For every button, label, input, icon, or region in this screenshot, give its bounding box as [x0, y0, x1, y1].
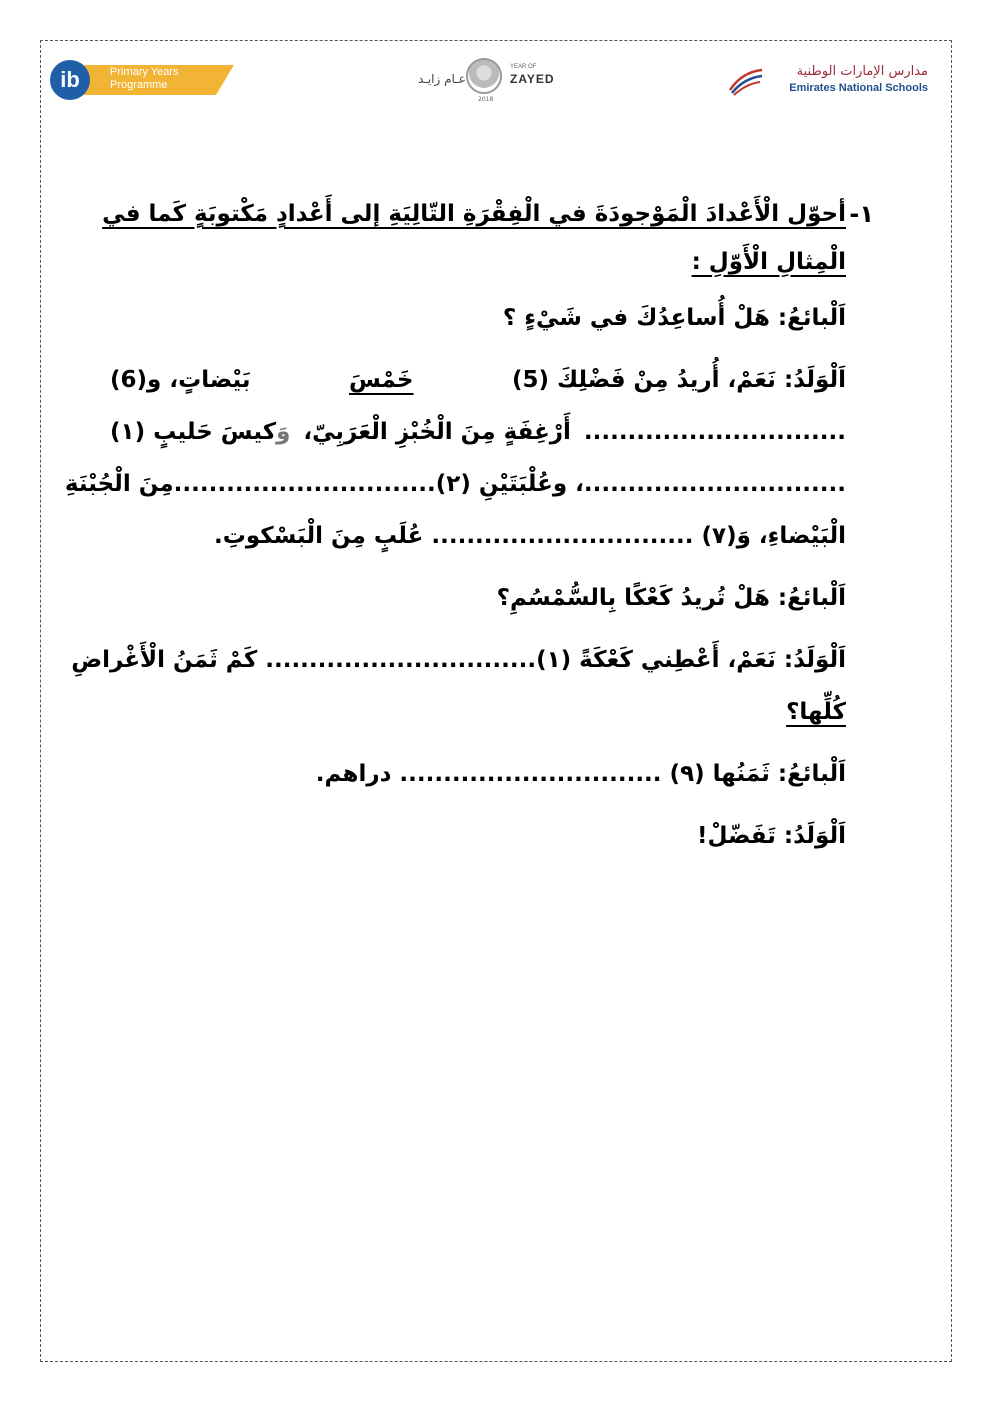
ib-logo-text	[110, 66, 178, 92]
boy-line-1-part-a: اَلْوَلَدُ: نَعَمْ، أُريدُ مِنْ فَضْلِكَ (5)	[511, 367, 846, 393]
answer-blank-6[interactable]: ..............................	[399, 761, 662, 787]
white-cheese-text: الْبَيْضاءِ، وَ(٧)	[701, 523, 846, 549]
boy-line-1-part-c: بَيْضاتٍ، و(6)	[110, 367, 251, 393]
boy-line-2-part-a: اَلْوَلَدُ: نَعَمْ، أَعْطِني كَعْكَةً (١)	[536, 647, 846, 673]
zayed-portrait-icon	[466, 58, 502, 94]
question-heading	[86, 190, 874, 286]
biscuits-text: عُلَبٍ مِنَ الْبَسْكوتِ.	[214, 523, 424, 549]
dialogue-line-6	[110, 582, 846, 614]
seller-line-3: اَلْبائعُ: ثَمَنُها (٩)	[669, 761, 846, 787]
ib-pyp-logo	[50, 60, 236, 100]
answer-blank-4[interactable]: ..............................	[431, 523, 694, 549]
dialogue-line-5	[110, 520, 846, 552]
ib-logo-line1: Primary Years	[110, 66, 179, 78]
dialogue-line-9	[110, 758, 846, 790]
header	[40, 52, 952, 108]
year-of-zayed-logo	[418, 56, 558, 104]
dialogue-line-1	[110, 302, 846, 334]
bread-text: أَرْغِفَةٍ مِنَ الْخُبْزِ الْعَرَبِيّ،	[303, 419, 571, 445]
boy-line-2-end: كُلِّها؟	[786, 699, 846, 725]
answer-blank-1[interactable]: ..............................	[583, 419, 846, 445]
zayed-year: 2018	[478, 96, 494, 103]
milk-phrase: كيسَ حَليبٍ (١)	[110, 419, 277, 445]
dialogue-line-3	[110, 416, 846, 448]
boy-line-3: اَلْوَلَدُ: تَفَضّلْ!	[697, 823, 846, 849]
question-text: أحوّل الْأَعْدادَ الْمَوْجودَةَ في الْفِقْرَةِ التّالِيَةِ إلى أَعْدادٍ مَكْتوبَةٍ كَما في الْمِثالِ الْأَوّلِ :	[102, 201, 846, 275]
dialogue-line-7	[71, 644, 846, 676]
school-name-arabic: مدارس الإمارات الوطنية	[796, 64, 928, 79]
answer-blank-3[interactable]: ..............................	[173, 471, 436, 497]
dialogue-line-2	[110, 364, 846, 396]
ens-swoosh-icon	[728, 66, 764, 96]
answer-blank-2[interactable]: ..............................	[583, 471, 846, 497]
zayed-year-of: YEAR OF	[510, 64, 537, 70]
seller-line-1: اَلْبائعُ: هَلْ أُساعِدُكَ في شَيْءٍ ؟	[502, 305, 846, 331]
emirates-national-schools-logo	[728, 60, 928, 102]
cheese-text: مِنَ الْجُبْنَةِ	[64, 471, 174, 497]
zayed-english-text: ZAYED	[510, 72, 555, 86]
dialogue-line-10	[110, 820, 846, 852]
currency-text: دراهم.	[315, 761, 392, 787]
ib-logo-line2: Programme	[110, 79, 168, 91]
boy-line-2-part-c: . كَمْ ثَمَنُ الْأَغْراضِ	[71, 647, 274, 673]
cans-text: ، وعُلْبَتَيْنِ (٢)	[435, 471, 584, 497]
question-number: ١-	[849, 200, 874, 228]
milk-conjunction: وَ	[276, 419, 291, 445]
dialogue-line-8	[110, 696, 846, 728]
zayed-arabic-text: عـام زايـد	[418, 72, 466, 86]
ib-logo-circle: ib	[50, 60, 90, 100]
school-name-english: Emirates National Schools	[789, 82, 928, 94]
seller-line-2: اَلْبائعُ: هَلْ تُريدُ كَعْكًا بِالسُّمْسُمِ؟	[496, 585, 846, 611]
milk-text	[110, 416, 290, 448]
answer-blank-5[interactable]: ..............................	[273, 647, 537, 673]
example-answer: خَمْسَ	[348, 367, 414, 393]
dialogue-line-4	[64, 468, 846, 500]
